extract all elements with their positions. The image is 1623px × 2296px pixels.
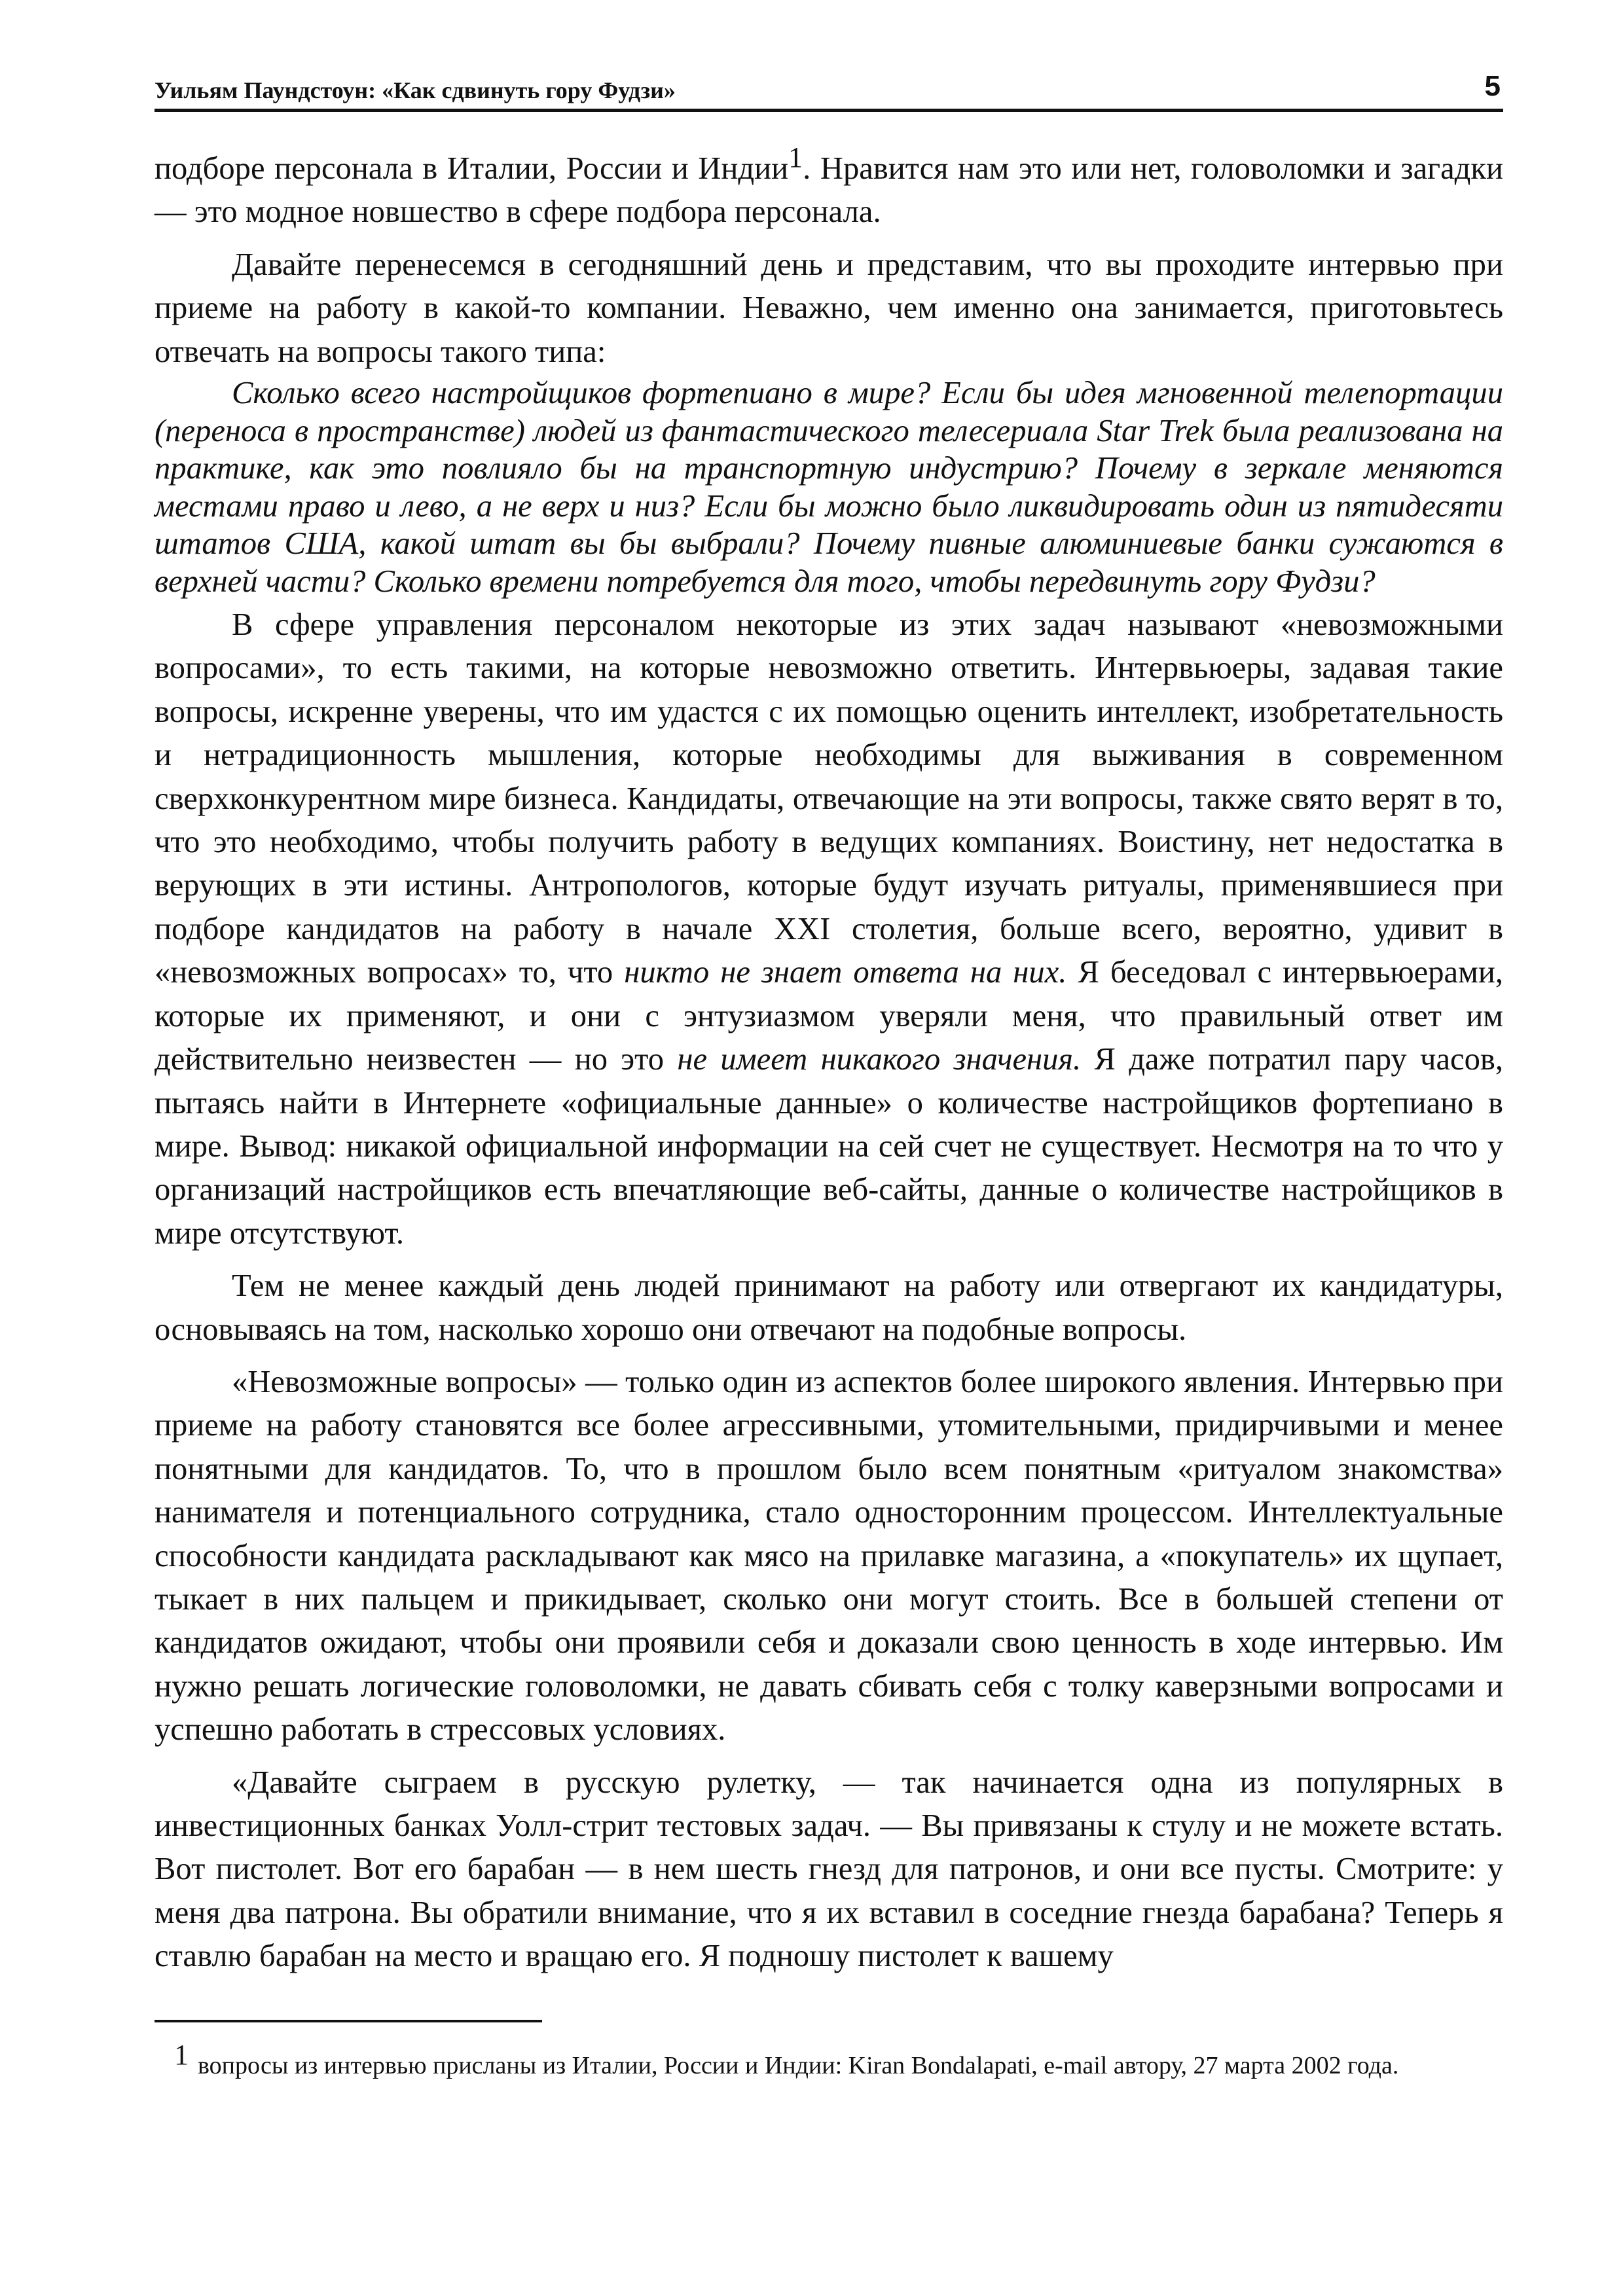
paragraph-6: «Давайте сыграем в русскую рулетку, — так начинается одна из популярных в инвестиционных банках Уолл-стрит тестовых задач. — Вы привязаны к стулу и не можете встать. Вот пистолет. Вот его барабан — в нем шесть гнезд для патронов, и они все пусты. Смотрите: у меня два патрона. Вы обратили внимание, что я их вставил в соседние гнезда барабана? Теперь я ставлю барабан на место и вращаю его. Я подношу пистолет к вашему [155, 1764, 1503, 1974]
paragraph-1-text-a: подборе персонала в Италии, России и Индии [155, 151, 789, 186]
paragraph-3-emphasis-1: никто не знает ответа на них. [624, 954, 1067, 990]
footnote-separator [155, 2020, 542, 2022]
footnote-reference[interactable]: 1 [788, 141, 803, 173]
paragraph-2: Давайте перенесемся в сегодняшний день и представим, что вы проходите интервью при приеме на работу в какой-то компании. Неважно, чем именно она занимается, приготовьтесь отвечать на вопросы такого типа: [155, 246, 1503, 369]
page-number: 5 [1484, 70, 1501, 102]
running-header [155, 69, 1503, 112]
paragraph-1-text-b: . Нравится нам это или нет, головоломки и загадки — это модное новшество в сфере подбора персонала. [155, 151, 1503, 230]
italic-question-list: Сколько всего настройщиков фортепиано в мире? Если бы идея мгновенной телепортации (переноса в пространстве) людей из фантастического телесериала Star Trek была реализована на практике, как это повлияло бы на транспортную индустрию? Почему в зеркале меняются местами право и лево, а не верх и низ? Если бы можно было ликвидировать один из пятидесяти штатов США, какой штат вы бы выбрали? Почему пивные алюминиевые банки сужаются в верхней части? Сколько времени потребуется для того, чтобы передвинуть гору Фудзи? [155, 375, 1503, 599]
paragraph-3-emphasis-2: не имеет никакого значения. [677, 1041, 1082, 1077]
paragraph-3-text-c: Я даже потратил пару часов, пытаясь найти в Интернете «официальные данные» о количестве настройщиков фортепиано в мире. Вывод: никакой официальной информации на сей счет не существует. Несмотря на то что у организаций настройщиков есть впечатляющие веб-сайты, данные о количестве настройщиков в мире отсутствуют. [155, 1041, 1504, 1251]
footnote [155, 2039, 1503, 2084]
paragraph-3-text-a: В сфере управления персоналом некоторые из этих задач называют «невозможными вопросами», то есть такими, на которые невозможно ответить. Интервьюеры, задавая такие вопросы, искренне уверены, что им удастся с их помощью оценить интеллект, изобретательность и нетрадиционность мышления, которые необходимы для выживания в современном сверхконкурентном мире бизнеса. Кандидаты, отвечающие на эти вопросы, также свято верят в то, что это необходимо, чтобы получить работу в ведущих компаниях. Воистину, нет недостатка в верующих в эти истины. Антропологов, которые будут изучать ритуалы, применявшиеся при подборе кандидатов на работу в начале XXI столетия, больше всего, вероятно, удивит в «невозможных вопросах» то, что [155, 607, 1503, 990]
paragraph-3-text-b: Я беседовал с интервьюерами, которые их применяют, и они с энтузиазмом уверяли меня, что правильный ответ им действительно неизвестен — но это [155, 954, 1503, 1077]
footnote-text: вопросы из интервью присланы из Италии, России и Индии: Kiran Bondalapati, e-mail автору, 27 марта 2002 года. [198, 2052, 1399, 2079]
running-title: Уильям Паундстоун: «Как сдвинуть гору Фудзи» [155, 77, 676, 103]
paragraph-4: Тем не менее каждый день людей принимают на работу или отвергают их кандидатуры, основываясь на том, насколько хорошо они отвечают на подобные вопросы. [155, 1268, 1503, 1347]
paragraph-1 [155, 141, 1503, 234]
body-text [155, 141, 1504, 1978]
footnote-mark: 1 [174, 2039, 189, 2071]
paragraph-5: «Невозможные вопросы» — только один из аспектов более широкого явления. Интервью при приеме на работу становятся все более агрессивными, утомительными, придирчивыми и менее понятными для кандидатов. То, что в прошлом было всем понятным «ритуалом знакомства» нанимателя и потенциального сотрудника, стало односторонним процессом. Интеллектуальные способности кандидата раскладывают как мясо на прилавке магазина, а «покупатель» их щупает, тыкает в них пальцем и прикидывает, сколько они могут стоить. Все в большей степени от кандидатов ожидают, чтобы они проявили себя и доказали свою ценность в ходе интервью. Им нужно решать логические головоломки, не давать сбивать себя с толку каверзными вопросами и успешно работать в стрессовых условиях. [155, 1363, 1503, 1748]
paragraph-3 [155, 603, 1503, 1255]
